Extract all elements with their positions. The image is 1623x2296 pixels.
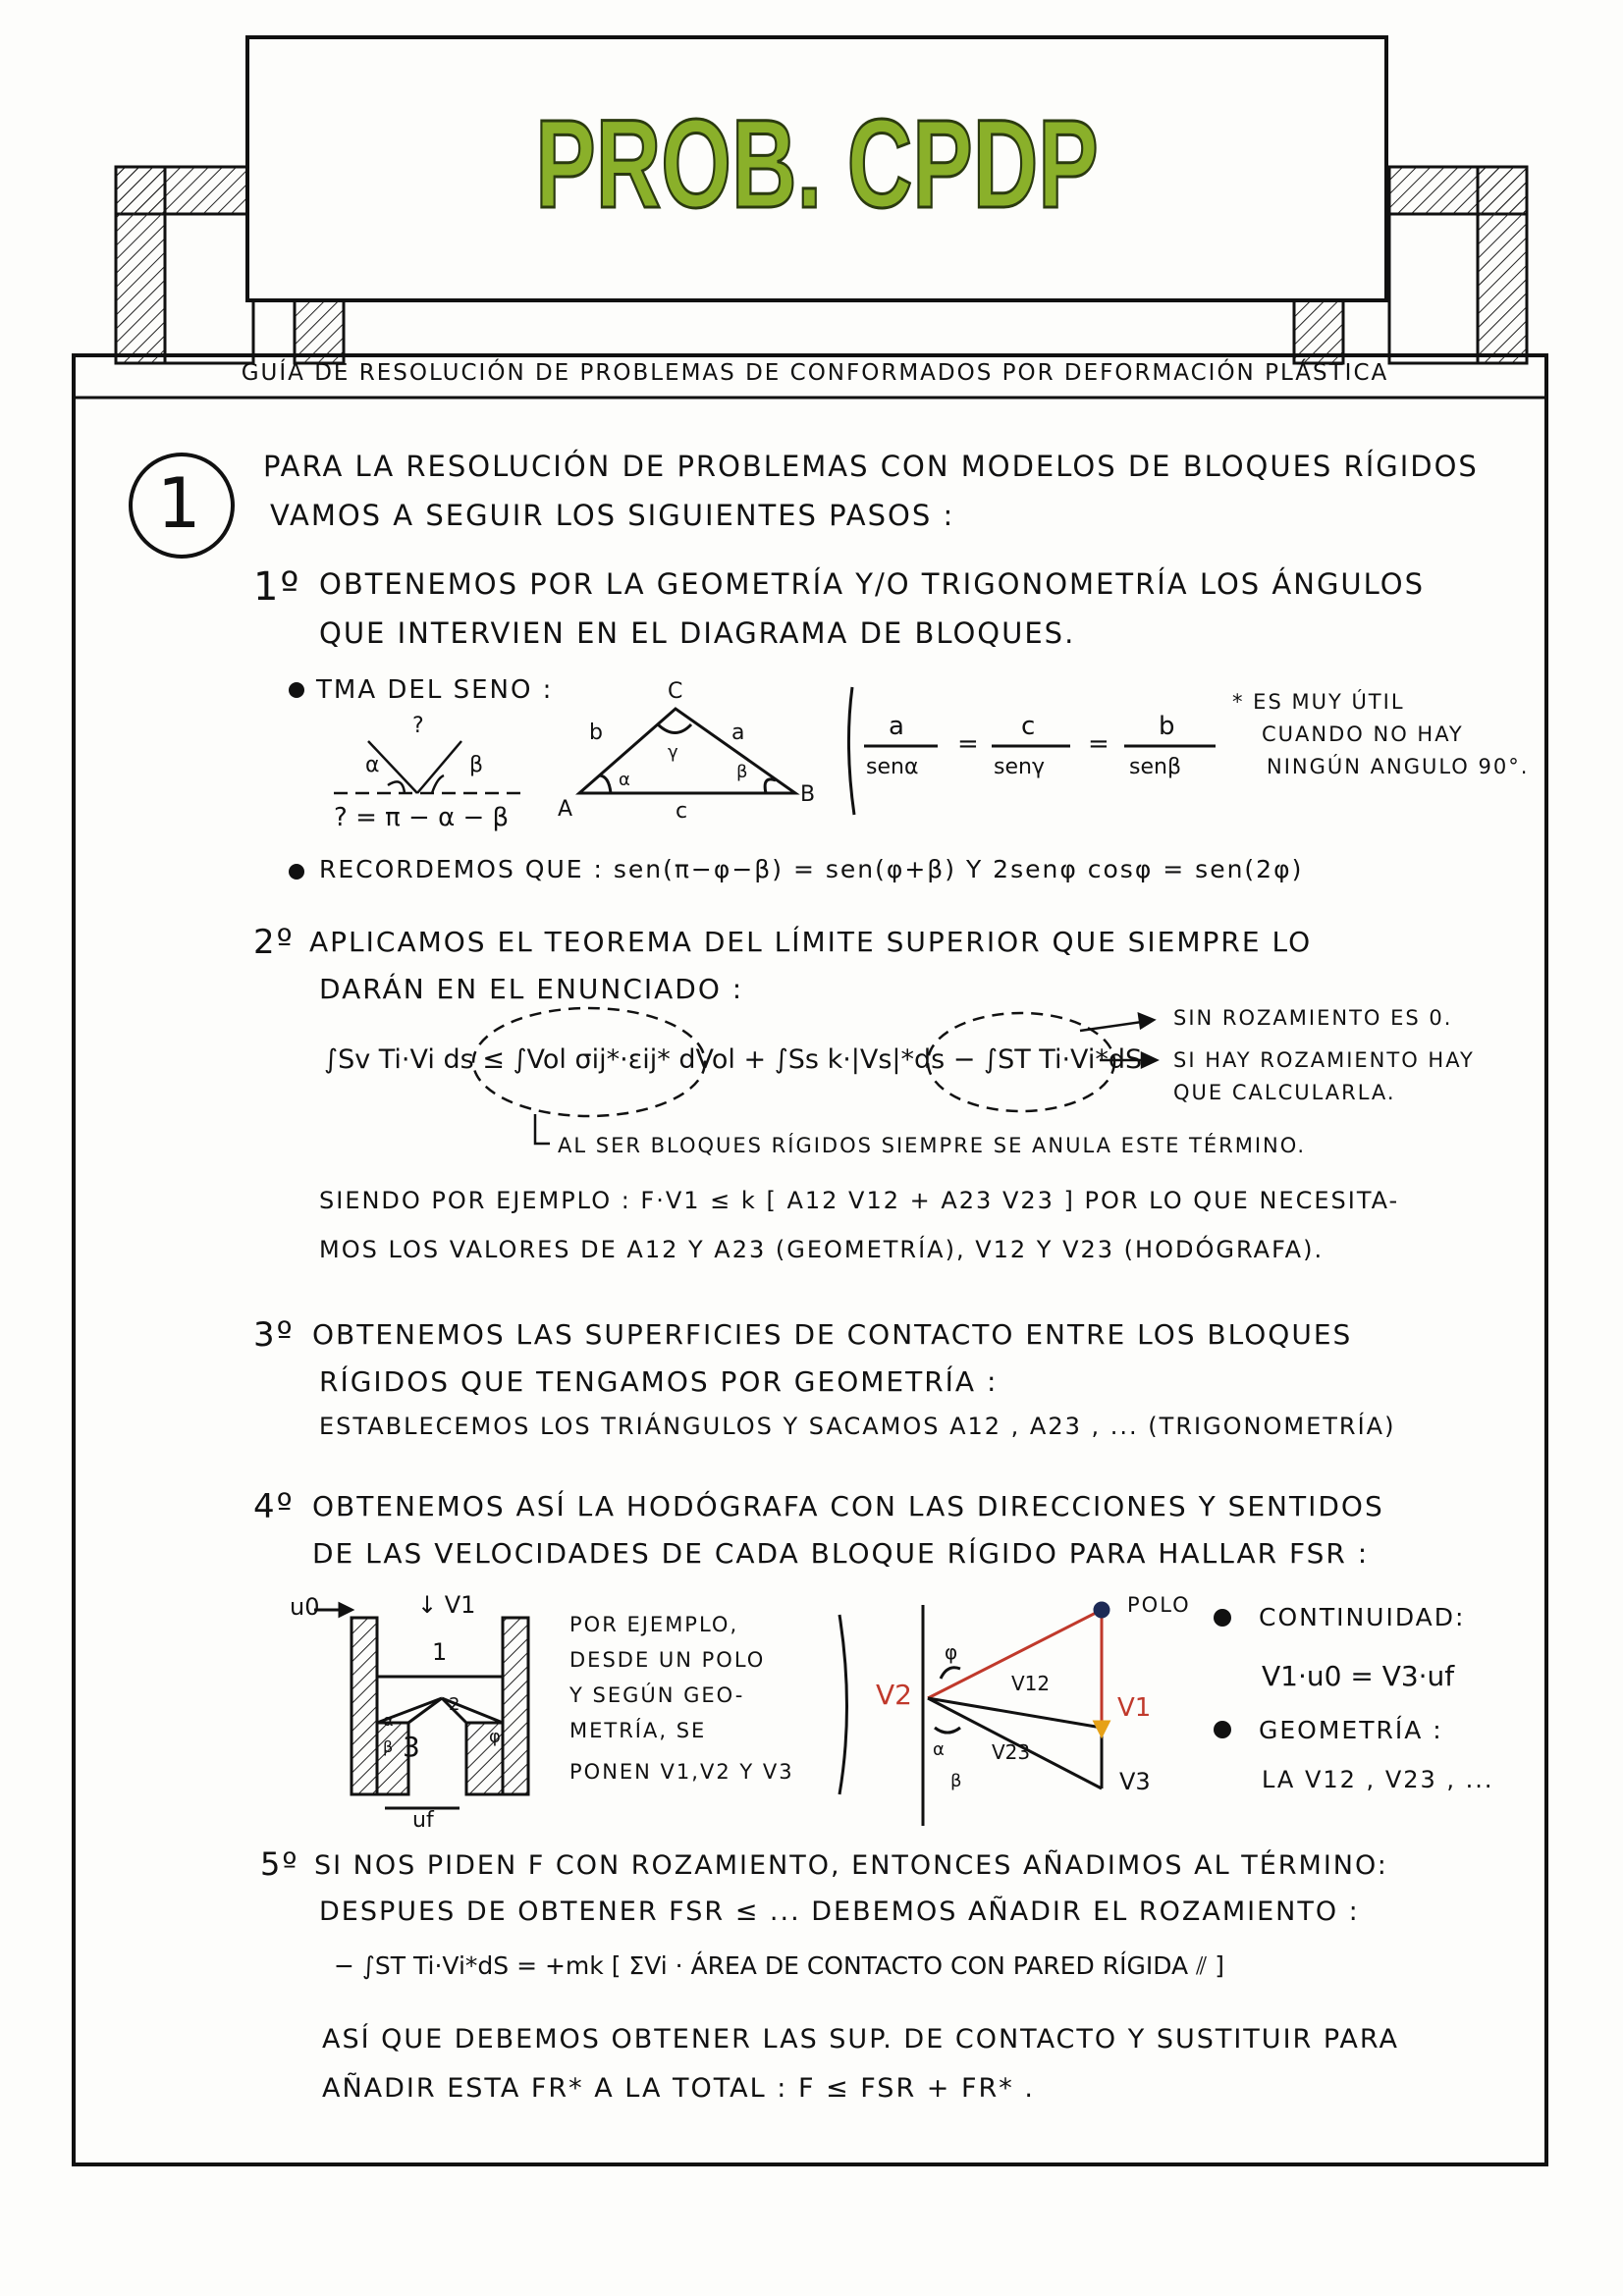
law-of-sines-label: TMA DEL SENO : [316,675,554,705]
block-diagram [314,1604,528,1808]
law-d1: senα [866,755,919,779]
hodo-v12: V12 [1011,1672,1051,1695]
step3-line-1: OBTENEMOS LAS SUPERFICIES DE CONTACTO ENTRE LOS BLOQUES [312,1318,1353,1351]
side-a: a [731,721,745,745]
step5-line-3: ASÍ QUE DEBEMOS OBTENER LAS SUP. DE CONTACTO Y SUSTITUIR PARA [322,2024,1400,2055]
step5-line-1: SI NOS PIDEN F CON ROZAMIENTO, ENTONCES AÑADIMOS AL TÉRMINO: [314,1850,1388,1881]
hodo-v3: V3 [1119,1768,1151,1795]
hodo-phi: φ [945,1640,958,1664]
step3-number: 3º [253,1315,295,1355]
continuity-label: CONTINUIDAD: [1259,1603,1466,1631]
step3-line-2: RÍGIDOS QUE TENGAMOS POR GEOMETRÍA : [319,1365,999,1398]
brace-1 [848,687,854,815]
hodo-beta: β [950,1771,962,1791]
label-uf: uf [412,1808,434,1833]
note-no-friction: SIN ROZAMIENTO ES 0. [1173,1006,1453,1030]
hodo-polo: POLO [1127,1593,1191,1617]
law-n2: c [1021,712,1036,741]
upper-bound-formula: ∫Sv Ti·Vi ds ≤ ∫Vol σij*·εij* dVol + ∫Ss k·|Vs|*ds − ∫ST Ti·Vi*dS [324,1044,1143,1075]
example-line-2: MOS LOS VALORES DE A12 Y A23 (GEOMETRÍA), V12 Y V23 (HODÓGRAFA). [319,1236,1325,1263]
subtitle: GUÍA DE RESOLUCIÓN DE PROBLEMAS DE CONFORMADOS POR DEFORMACIÓN PLÁSTICA [241,360,1389,386]
hodo-v1: V1 [1117,1693,1152,1723]
reminder: RECORDEMOS QUE : sen(π−φ−β) = sen(φ+β) Y 2senφ cosφ = sen(2φ) [319,855,1304,883]
hodo-alpha: α [933,1739,945,1760]
example-text-2: DESDE UN POLO [569,1648,766,1672]
example-text-5: PONEN V1,V2 Y V3 [569,1760,794,1784]
note-friction-1: SI HAY ROZAMIENTO HAY [1173,1048,1475,1072]
friction-formula: − ∫ST Ti·Vi*dS = +mk [ ΣVi · ÁREA DE CONTACTO CON PARED RÍGIDA ⫽ ] [334,1951,1224,1980]
step1-line-1: OBTENEMOS POR LA GEOMETRÍA Y/O TRIGONOMETRÍA LOS ÁNGULOS [319,567,1425,601]
example-text-1: POR EJEMPLO, [569,1613,739,1636]
example-text-4: METRÍA, SE [569,1719,707,1742]
angle-beta: β [736,762,748,782]
step2-line-1: APLICAMOS EL TEOREMA DEL LÍMITE SUPERIOR QUE SIEMPRE LO [309,926,1313,958]
note-line-3: NINGÚN ANGULO 90°. [1267,755,1530,778]
step2-number: 2º [253,923,295,962]
vertex-b: B [800,782,816,807]
step1-number: 1º [253,564,301,610]
triangle-diagram [579,709,795,793]
angle-note: ? = π − α − β [334,803,510,832]
hodo-v2: V2 [876,1679,912,1711]
law-eq-2: = [1088,729,1109,759]
label-v1: ↓ V1 [417,1591,476,1619]
angle-gamma: γ [668,742,678,763]
example-line-1: SIENDO POR EJEMPLO : F·V1 ≤ k [ A12 V12 + A23 V23 ] POR LO QUE NECESITA- [319,1187,1400,1214]
step1-line-2: QUE INTERVIEN EN EL DIAGRAMA DE BLOQUES. [319,616,1076,650]
vertex-c: C [668,679,683,704]
law-d3: senβ [1129,755,1181,779]
label-phi: φ [489,1727,501,1747]
geometry-label: GEOMETRÍA : [1259,1716,1443,1744]
side-c: c [676,799,688,824]
law-d2: senγ [994,755,1045,779]
angle-alpha: α [619,770,630,790]
question-mark: ? [412,714,424,738]
sketch-beta: β [469,753,484,777]
law-n1: a [889,712,904,741]
step2-arrows [535,1014,1157,1144]
label-beta: β [383,1737,394,1756]
vertex-a: A [558,797,573,822]
step5-line-4: AÑADIR ESTA FR* A LA TOTAL : F ≤ FSR + FR* . [322,2073,1035,2104]
intro-line-2: VAMOS A SEGUIR LOS SIGUIENTES PASOS : [270,499,955,532]
continuity-formula: V1·u0 = V3·uf [1262,1660,1455,1692]
step3-line-3: ESTABLECEMOS LOS TRIÁNGULOS Y SACAMOS A12 , A23 , ... (TRIGONOMETRÍA) [319,1413,1396,1440]
section-number: 1 [157,463,201,544]
note-rigid: AL SER BLOQUES RÍGIDOS SIEMPRE SE ANULA ESTE TÉRMINO. [558,1134,1307,1157]
step5-number: 5º [260,1845,299,1883]
step2-line-2: DARÁN EN EL ENUNCIADO : [319,973,744,1005]
step5-line-2: DESPUES DE OBTENER FSR ≤ ... DEBEMOS AÑADIR EL ROZAMIENTO : [319,1896,1360,1927]
page-title: PROB. CPDP [535,94,1099,235]
sketch-alpha: α [365,753,380,777]
step4-line-1: OBTENEMOS ASÍ LA HODÓGRAFA CON LAS DIRECCIONES Y SENTIDOS [312,1490,1384,1522]
note-friction-2: QUE CALCULARLA. [1173,1081,1396,1104]
example-text-3: Y SEGÚN GEO- [569,1683,745,1707]
side-b: b [589,721,603,745]
brace-2 [839,1615,847,1794]
angle-sketch [334,741,520,793]
step4-line-2: DE LAS VELOCIDADES DE CADA BLOQUE RÍGIDO PARA HALLAR FSR : [312,1537,1370,1570]
geometry-text: LA V12 , V23 , ... [1262,1766,1494,1793]
label-u0: u0 [290,1593,320,1621]
label-alpha: α [383,1711,394,1730]
label-block-1: 1 [432,1638,448,1666]
hodo-v23: V23 [992,1740,1031,1764]
intro-line-1: PARA LA RESOLUCIÓN DE PROBLEMAS CON MODELOS DE BLOQUES RÍGIDOS [263,450,1479,483]
step4-number: 4º [253,1487,295,1526]
label-block-3: 3 [403,1731,420,1763]
law-n3: b [1159,712,1175,741]
law-eq-1: = [957,729,979,759]
note-line-1: * ES MUY ÚTIL [1232,690,1405,714]
label-block-2: 2 [449,1694,460,1715]
note-line-2: CUANDO NO HAY [1262,722,1464,746]
